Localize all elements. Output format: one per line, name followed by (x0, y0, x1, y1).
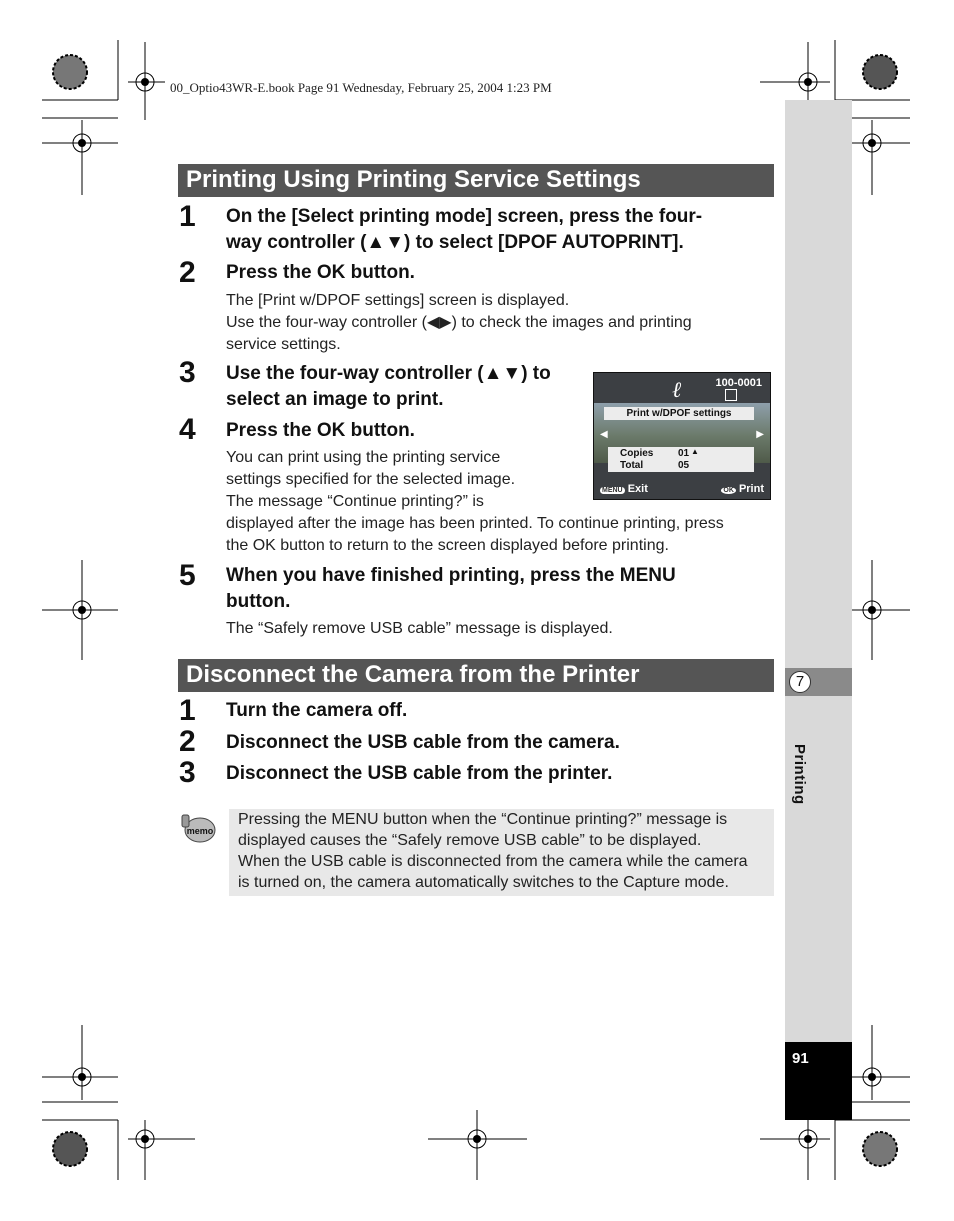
memo-text (238, 809, 772, 893)
right-arrow-icon: ▶ (756, 429, 764, 440)
copies-value: 01 (678, 448, 690, 459)
printer-icon: ℓ (672, 378, 682, 403)
chapter-sidebar (785, 100, 852, 1120)
body-line: The message “Continue printing?” is (226, 493, 484, 510)
body-line: You can print using the printing service (226, 449, 501, 466)
body-line: The [Print w/DPOF settings] screen is displayed. (226, 292, 570, 309)
step-number: 4 (179, 413, 196, 446)
total-value: 05 (678, 460, 690, 471)
print-settings-panel (608, 447, 754, 472)
step-description (226, 290, 692, 356)
memo-line: Pressing the MENU button when the “Continue printing?” message is (238, 811, 728, 828)
camera-lcd-screen (593, 372, 771, 500)
step-number: 1 (179, 694, 196, 727)
step-line: way controller (▲▼) to select [DPOF AUTOPRINT]. (226, 232, 684, 253)
step-instruction: Press the OK button. (226, 420, 415, 441)
step-instruction: Disconnect the USB cable from the printer. (226, 763, 613, 784)
section-title-printing-service: Printing Using Printing Service Settings (178, 164, 774, 197)
step-line: When you have finished printing, press the MENU (226, 565, 676, 586)
dpof-icon (725, 389, 737, 401)
memo-icon-text: memo (186, 826, 214, 836)
step-number: 3 (179, 356, 196, 389)
memo-line: is turned on, the camera automatically switches to the Capture mode. (238, 874, 729, 891)
step-number: 2 (179, 256, 196, 289)
step-instruction: Turn the camera off. (226, 700, 408, 721)
step-instruction (226, 563, 676, 615)
step-number: 1 (179, 200, 196, 233)
step-instruction (226, 361, 551, 413)
left-arrow-icon: ◀ (600, 429, 608, 440)
step-number: 5 (179, 559, 196, 592)
body-line: Use the four-way controller (◀▶) to check the images and printing (226, 314, 692, 331)
step-instruction (226, 204, 702, 256)
print-hint (721, 483, 764, 495)
exit-label: Exit (627, 483, 648, 495)
total-label: Total (620, 460, 644, 471)
body-line: settings specified for the selected image. (226, 471, 516, 488)
step-description: The “Safely remove USB cable” message is displayed. (226, 620, 613, 637)
memo-line: displayed causes the “Safely remove USB cable” to be displayed. (238, 832, 702, 849)
ok-button-icon: OK (723, 487, 734, 494)
page-number: 91 (792, 1050, 809, 1067)
section-title-disconnect: Disconnect the Camera from the Printer (178, 659, 774, 692)
body-line: the OK button to return to the screen displayed before printing. (226, 537, 669, 554)
step-line: Use the four-way controller (▲▼) to (226, 363, 551, 384)
memo-icon (180, 812, 216, 844)
chapter-label: Printing (791, 744, 808, 805)
step-line: select an image to print. (226, 389, 444, 410)
step-instruction: Disconnect the USB cable from the camera. (226, 732, 620, 753)
body-line: displayed after the image has been printed. To continue printing, press (226, 515, 724, 532)
step-instruction: Press the OK button. (226, 262, 415, 283)
file-header: 00_Optio43WR-E.book Page 91 Wednesday, February 25, 2004 1:23 PM (170, 80, 552, 95)
file-number: 100-0001 (715, 377, 762, 389)
step-line: button. (226, 591, 291, 612)
chapter-number: 7 (789, 671, 811, 693)
screen-title: Print w/DPOF settings (604, 407, 754, 420)
updown-arrow-icon: ▲ (691, 447, 699, 456)
print-label: Print (738, 483, 764, 495)
memo-line: When the USB cable is disconnected from the camera while the camera (238, 853, 748, 870)
step-number: 3 (179, 756, 196, 789)
exit-hint (600, 483, 648, 495)
body-line: service settings. (226, 336, 341, 353)
step-number: 2 (179, 725, 196, 758)
menu-button-icon: MENU (602, 487, 623, 494)
step-line: On the [Select printing mode] screen, press the four- (226, 206, 703, 227)
copies-label: Copies (620, 448, 654, 459)
